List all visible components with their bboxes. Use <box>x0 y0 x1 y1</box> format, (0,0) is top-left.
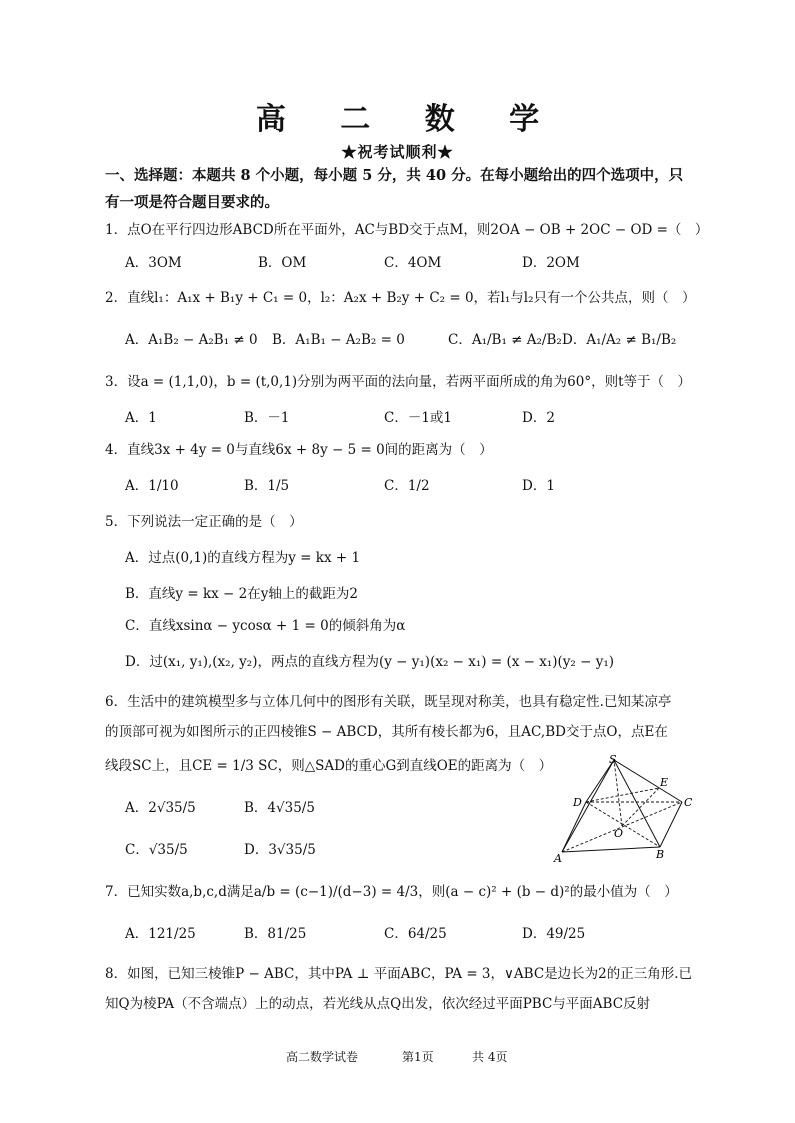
edge-sd <box>586 760 614 802</box>
q6-option-c: C．√35/5 <box>125 842 188 858</box>
q2-option-b: B．A₁B₁ − A₂B₂ = 0 <box>272 332 405 348</box>
edge-bc <box>660 802 682 847</box>
label-e: E <box>660 776 669 789</box>
q1-option-b: B．OM <box>258 255 307 271</box>
label-o: O <box>614 827 624 840</box>
question-6-line-1: 6．生活中的建筑模型多与立体几何中的图形有关联，既呈现对称美，也具有稳定性.已知某凉亭 <box>105 694 672 710</box>
q2-option-a: A．A₁B₂ − A₂B₁ ≠ 0 <box>125 332 258 348</box>
q6-option-b: B．4√35/5 <box>244 800 315 816</box>
q2-option-c: C．A₁/B₁ ≠ A₂/B₂ <box>448 332 562 348</box>
exam-wish: ★祝考试顺利★ <box>341 143 454 161</box>
label-a: A <box>554 852 562 865</box>
pyramid-figure <box>548 752 698 867</box>
question-8-line-2: 知Q为棱PA（不含端点）上的动点，若光线从点Q出发，依次经过平面PBC与平面ABC反射 <box>105 996 651 1012</box>
edge-sa <box>562 760 614 852</box>
q5-option-a: A．过点(0,1)的直线方程为y = kx + 1 <box>125 550 361 566</box>
q1-option-a: A．3OM <box>125 255 182 271</box>
label-c: C <box>684 796 693 809</box>
question-5-stem: 5．下列说法一定正确的是（ ） <box>105 514 303 530</box>
question-6-line-3: 线段SC上，且CE = 1/3 SC，则△SAD的重心G到直线OE的距离为（ ） <box>105 758 553 774</box>
question-4-stem: 4．直线3x + 4y = 0与直线6x + 8y − 5 = 0间的距离为（ ） <box>105 442 493 458</box>
question-8-line-1: 8．如图，已知三棱锥P − ABC，其中PA ⊥ 平面ABC，PA = 3，∨ABC是边长为2的正三角形.已 <box>105 966 693 982</box>
q3-option-a: A．1 <box>125 410 157 426</box>
q7-option-b: B．81/25 <box>244 926 307 942</box>
label-b: B <box>656 848 665 861</box>
q7-option-d: D．49/25 <box>522 926 586 942</box>
question-1-stem: 1．点O在平行四边形ABCD所在平面外，AC与BD交于点M，则2OA − OB + 2OC − OD =（ ） <box>105 222 709 238</box>
question-6-line-2: 的顶部可视为如图所示的正四棱锥S − ABCD，其所有棱长都为6，且AC,BD交于点O，点E在 <box>105 724 668 740</box>
label-s: S <box>609 753 617 766</box>
height-so <box>614 760 622 826</box>
section-heading: 一、选择题：本题共 8 个小题，每小题 5 分，共 40 分。在每小题给出的四个选项中，只有一项是符合题目要求的。 <box>105 167 684 211</box>
question-7-stem: 7．已知实数a,b,c,d满足a/b = (c−1)/(d−3) = 4/3，则(a − c)² + (b − d)²的最小值为（ ） <box>105 884 678 900</box>
q4-option-c: C．1/2 <box>384 478 430 494</box>
q7-option-c: C．64/25 <box>384 926 447 942</box>
q7-option-a: A．121/25 <box>125 926 196 942</box>
q6-option-d: D．3√35/5 <box>244 842 316 858</box>
q1-option-d: D．2OM <box>522 255 580 271</box>
question-3-stem: 3．设a = (1,1,0)，b = (t,0,1)分别为两平面的法向量，若两平面所成的角为60°，则t等于（ ） <box>105 374 692 390</box>
edge-ab <box>562 847 660 852</box>
question-2-stem: 2．直线l₁：A₁x + B₁y + C₁ = 0，l₂：A₂x + B₂y + C₂ = 0，若l₁与l₂只有一个公共点，则（ ） <box>105 290 696 306</box>
q4-option-b: B．1/5 <box>244 478 290 494</box>
footer-page: 第1页 <box>402 1050 434 1064</box>
q3-option-c: C．－1或1 <box>384 410 453 426</box>
edge-ad <box>562 802 586 852</box>
page-title: 高 二 数 学 <box>255 102 562 137</box>
q2-option-d: D．A₁/A₂ ≠ B₁/B₂ <box>562 332 677 348</box>
footer-subject: 高二数学试卷 <box>286 1050 359 1064</box>
q1-option-c: C．4OM <box>384 255 442 271</box>
footer-total: 共 4页 <box>472 1050 508 1064</box>
label-d: D <box>573 796 582 809</box>
q3-option-d: D．2 <box>522 410 555 426</box>
q5-option-d: D．过(x₁, y₁),(x₂, y₂)，两点的直线方程为(y − y₁)(x₂ − x₁) = (x − x₁)(y₂ − y₁) <box>125 654 615 670</box>
edge-sc <box>614 760 682 802</box>
q4-option-d: D．1 <box>522 478 555 494</box>
q6-option-a: A．2√35/5 <box>125 800 196 816</box>
q5-option-b: B．直线y = kx − 2在y轴上的截距为2 <box>125 586 358 602</box>
q4-option-a: A．1/10 <box>125 478 179 494</box>
q3-option-b: B．－1 <box>244 410 290 426</box>
q5-option-c: C．直线xsinα − ycosα + 1 = 0的倾斜角为α <box>125 618 406 634</box>
